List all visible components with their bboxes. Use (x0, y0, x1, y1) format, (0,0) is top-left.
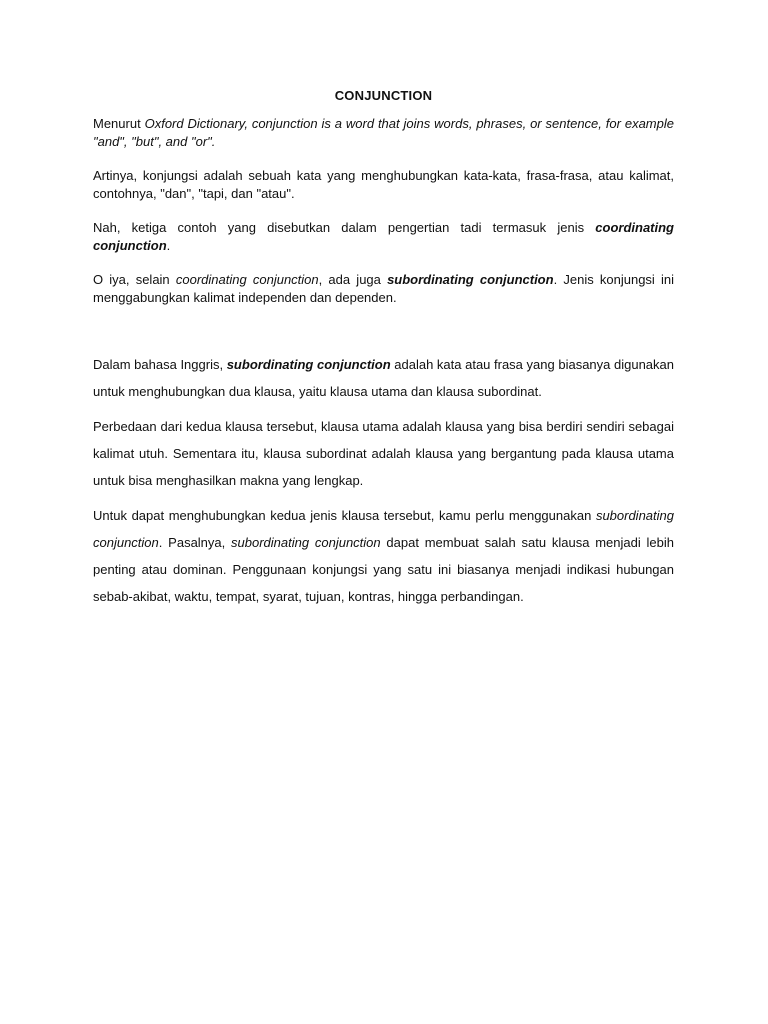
text-run: Untuk dapat menghubungkan kedua jenis klausa tersebut, kamu perlu menggunakan (93, 508, 596, 523)
italic-run: subordinating conjunction (93, 508, 674, 550)
paragraph-coordinating-note (93, 219, 674, 255)
bold-italic-run: subordinating conjunction (226, 357, 391, 372)
text-run: Dalam bahasa Inggris, (93, 357, 227, 372)
text-run: O iya, selain (93, 272, 176, 287)
paragraph-translation: Artinya, konjungsi adalah sebuah kata yang menghubungkan kata-kata, frasa-frasa, atau kalimat, contohnya, "dan", "tapi, dan "atau". (93, 168, 674, 201)
paragraph-clause-difference: Perbedaan dari kedua klausa tersebut, klausa utama adalah klausa yang bisa berdiri sendiri sebagai kalimat utuh. Sementara itu, klausa subordinat adalah klausa yang bergantung pada klausa utama untuk bisa menghasilkan makna yang lengkap. (93, 419, 674, 488)
italic-run: coordinating conjunction (175, 272, 319, 287)
text-run: , ada juga (318, 272, 388, 287)
text-run: Nah, ketiga contoh yang disebutkan dalam pengertian tadi termasuk jenis (93, 220, 596, 235)
bold-italic-run: subordinating conjunction (387, 272, 554, 287)
italic-run: Oxford Dictionary, conjunction is a word that joins words, phrases, or sentence, for example "and", "but", and "or". (93, 116, 674, 149)
text-run: . Jenis konjungsi ini menggabungkan kalimat independen dan dependen. (93, 272, 674, 305)
text-run: . Pasalnya, (158, 535, 232, 550)
bold-italic-run: coordinating conjunction (93, 220, 674, 253)
paragraph-subordinating-intro (93, 271, 674, 307)
text-run: . (166, 238, 171, 253)
text-run: adalah kata atau frasa yang biasanya digunakan untuk menghubungkan dua klausa, yaitu klausa utama dan klausa subordinat. (93, 357, 674, 399)
paragraph-usage (93, 502, 674, 610)
paragraph-oxford-definition (93, 115, 674, 151)
document-title: CONJUNCTION (334, 88, 433, 103)
text-run: dapat membuat salah satu klausa menjadi lebih penting atau dominan. Penggunaan konjungsi yang satu ini biasanya menjadi indikasi hubungan sebab-akibat, waktu, tempat, syarat, tujuan, kontras, hingga perbandingan. (93, 535, 674, 604)
paragraph-subordinating-definition (93, 351, 674, 405)
text-run: Menurut (93, 116, 145, 131)
document-body (93, 87, 674, 610)
italic-run: subordinating conjunction (231, 535, 381, 550)
